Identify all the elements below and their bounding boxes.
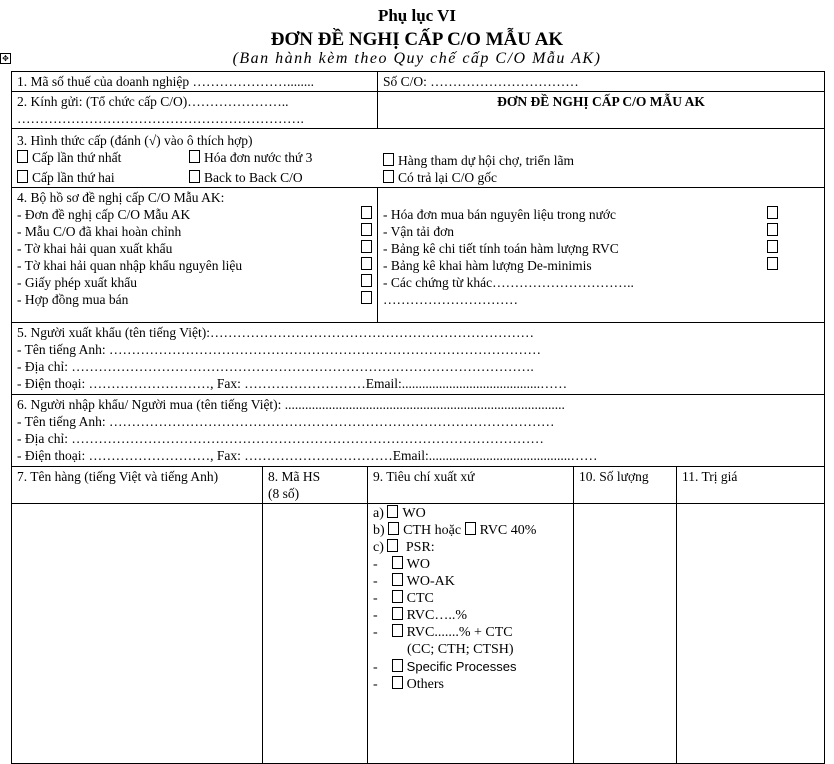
send-to-dots: ………………………………………………………. <box>17 111 304 126</box>
checkbox-icon[interactable] <box>388 522 399 535</box>
row-issue-type <box>12 129 825 188</box>
checkbox-icon[interactable] <box>17 150 28 163</box>
checkbox-icon[interactable] <box>361 291 372 304</box>
checkbox-icon[interactable] <box>767 223 778 236</box>
importer-en-name-field[interactable]: - Tên tiếng Anh: ……………………………………………………………………………………… <box>17 414 555 429</box>
checkbox-icon[interactable] <box>387 505 398 518</box>
option-return-original[interactable]: Có trả lại C/O gốc <box>383 169 497 186</box>
importer-address-field[interactable]: - Địa chỉ: …………………………………………………………………………………………… <box>17 431 544 446</box>
criterion-psr-item[interactable]: - RVC.......% + CTC <box>373 625 513 640</box>
importer-cell <box>12 395 825 467</box>
exporter-en-name-field[interactable]: - Tên tiếng Anh: …………………………………………………………………………………… <box>17 342 541 357</box>
doc-item[interactable]: - Bảng kê khai hàm lượng De-minimis <box>383 257 778 274</box>
checkbox-icon[interactable] <box>361 206 372 219</box>
goods-name-header: 7. Tên hàng (tiếng Việt và tiếng Anh) <box>12 467 263 504</box>
issue-type-cell <box>12 129 825 188</box>
form-title-cell: ĐƠN ĐỀ NGHỊ CẤP C/O MẪU AK <box>378 92 825 129</box>
quantity-header: 10. Số lượng <box>574 467 677 504</box>
row-goods-body <box>12 504 825 764</box>
appendix-label: Phụ lục VI <box>377 6 457 25</box>
checkbox-icon[interactable] <box>361 257 372 270</box>
table-move-handle-icon[interactable]: ✥ <box>0 53 11 64</box>
doc-item[interactable]: - Hóa đơn mua bán nguyên liệu trong nước <box>383 206 778 223</box>
option-first-issue[interactable]: Cấp lần thứ nhất <box>17 149 189 169</box>
checkbox-icon[interactable] <box>383 153 394 166</box>
exporter-contact-field[interactable]: - Điện thoại: ………………………, Fax: ………………………Email:.........................................…… <box>17 376 568 391</box>
hs-code-header: 8. Mã HS (8 số) <box>263 467 368 504</box>
criterion-a[interactable]: a) WO <box>373 506 426 521</box>
page-subtitle: (Ban hành kèm theo Quy chế cấp C/O Mẫu AK) <box>232 50 602 67</box>
tax-code-field[interactable]: 1. Mã số thuế của doanh nghiệp …………………........ <box>12 72 378 92</box>
checkbox-icon[interactable] <box>465 522 476 535</box>
issue-type-label: 3. Hình thức cấp (đánh (√) vào ô thích hợp) <box>17 133 253 148</box>
checkbox-icon[interactable] <box>767 240 778 253</box>
doc-item[interactable]: - Vận tải đơn <box>383 223 778 240</box>
goods-name-cell[interactable] <box>12 504 263 764</box>
checkbox-icon[interactable] <box>361 240 372 253</box>
criterion-others[interactable]: - Others <box>373 677 444 692</box>
issue-type-line-1 <box>17 149 819 169</box>
criterion-psr-item[interactable]: - WO-AK <box>373 574 455 589</box>
row-importer <box>12 395 825 467</box>
value-cell[interactable] <box>677 504 825 764</box>
option-second-issue[interactable]: Cấp lần thứ hai <box>17 169 189 186</box>
doc-item[interactable]: - Bảng kê chi tiết tính toán hàm lượng RVC <box>383 240 778 257</box>
documents-label: 4. Bộ hồ sơ đề nghị cấp C/O Mẫu AK: <box>17 190 225 205</box>
origin-criteria-header: 9. Tiêu chí xuất xứ <box>368 467 574 504</box>
value-header: 11. Trị giá <box>677 467 825 504</box>
checkbox-icon[interactable] <box>189 170 200 183</box>
doc-item-other[interactable]: - Các chứng từ khác………………………….. <box>383 275 634 290</box>
doc-item[interactable]: - Hợp đồng mua bán <box>17 291 372 308</box>
application-form-table <box>11 71 825 764</box>
checkbox-icon[interactable] <box>392 624 403 637</box>
row-goods-header <box>12 467 825 504</box>
checkbox-icon[interactable] <box>383 170 394 183</box>
checkbox-icon[interactable] <box>361 274 372 287</box>
doc-item[interactable]: - Tờ khai hải quan xuất khẩu <box>17 240 372 257</box>
doc-item[interactable]: - Mẫu C/O đã khai hoàn chỉnh <box>17 223 372 240</box>
option-third-invoice[interactable]: Hóa đơn nước thứ 3 <box>189 149 383 169</box>
criterion-psr-item[interactable]: - CTC <box>373 591 434 606</box>
option-back-to-back[interactable]: Back to Back C/O <box>189 169 383 186</box>
exporter-name-field[interactable]: 5. Người xuất khẩu (tên tiếng Việt):……………………………………………………………… <box>17 325 534 340</box>
criterion-b[interactable]: b) CTH hoặc RVC 40% <box>373 523 537 538</box>
issue-type-line-2 <box>17 169 819 186</box>
criterion-specific[interactable]: - Specific Processes <box>373 659 517 675</box>
doc-item[interactable]: - Đơn đề nghị cấp C/O Mẫu AK <box>17 206 372 223</box>
exporter-address-field[interactable]: - Địa chỉ: …………………………………………………………………………………………. <box>17 359 534 374</box>
criterion-psr-item[interactable]: - RVC…..% <box>373 608 467 623</box>
doc-item-other-dots: ………………………… <box>383 292 518 307</box>
checkbox-icon[interactable] <box>189 150 200 163</box>
send-to-field[interactable]: 2. Kính gửi: (Tổ chức cấp C/O)………………….. <box>17 94 289 109</box>
doc-item[interactable]: - Giấy phép xuất khẩu <box>17 274 372 291</box>
importer-name-field[interactable]: 6. Người nhập khẩu/ Người mua (tên tiếng Việt): ................................................................................... <box>17 397 565 412</box>
checkbox-icon[interactable] <box>767 257 778 270</box>
checkbox-icon[interactable] <box>767 206 778 219</box>
criterion-psr-item[interactable]: - WO <box>373 557 430 572</box>
checkbox-icon[interactable] <box>361 223 372 236</box>
send-to-cell <box>12 92 378 129</box>
documents-left-cell <box>12 188 378 323</box>
checkbox-icon[interactable] <box>392 590 403 603</box>
origin-criteria-cell <box>368 504 574 764</box>
co-number-field[interactable]: Số C/O: …………………………… <box>378 72 825 92</box>
criterion-note: (CC; CTH; CTSH) <box>407 642 514 657</box>
row-tax-code <box>12 72 825 92</box>
checkbox-icon[interactable] <box>392 607 403 620</box>
checkbox-icon[interactable] <box>387 539 398 552</box>
row-send-to <box>12 92 825 129</box>
criterion-c[interactable]: c) PSR: <box>373 540 435 555</box>
checkbox-icon[interactable] <box>392 573 403 586</box>
checkbox-icon[interactable] <box>392 676 403 689</box>
exporter-cell <box>12 323 825 395</box>
row-documents <box>12 188 825 323</box>
checkbox-icon[interactable] <box>392 556 403 569</box>
row-exporter <box>12 323 825 395</box>
documents-right-cell <box>378 188 825 323</box>
importer-contact-field[interactable]: - Điện thoại: ………………………, Fax: ……………………………Email:..........................................…… <box>17 448 598 463</box>
checkbox-icon[interactable] <box>392 659 403 672</box>
doc-item[interactable]: - Tờ khai hải quan nhập khẩu nguyên liệu <box>17 257 372 274</box>
checkbox-icon[interactable] <box>17 170 28 183</box>
hs-code-cell[interactable] <box>263 504 368 764</box>
option-fair-goods[interactable]: Hàng tham dự hội chợ, triển lãm <box>383 149 574 169</box>
page-title: ĐƠN ĐỀ NGHỊ CẤP C/O MẪU AK <box>270 29 564 50</box>
quantity-cell[interactable] <box>574 504 677 764</box>
